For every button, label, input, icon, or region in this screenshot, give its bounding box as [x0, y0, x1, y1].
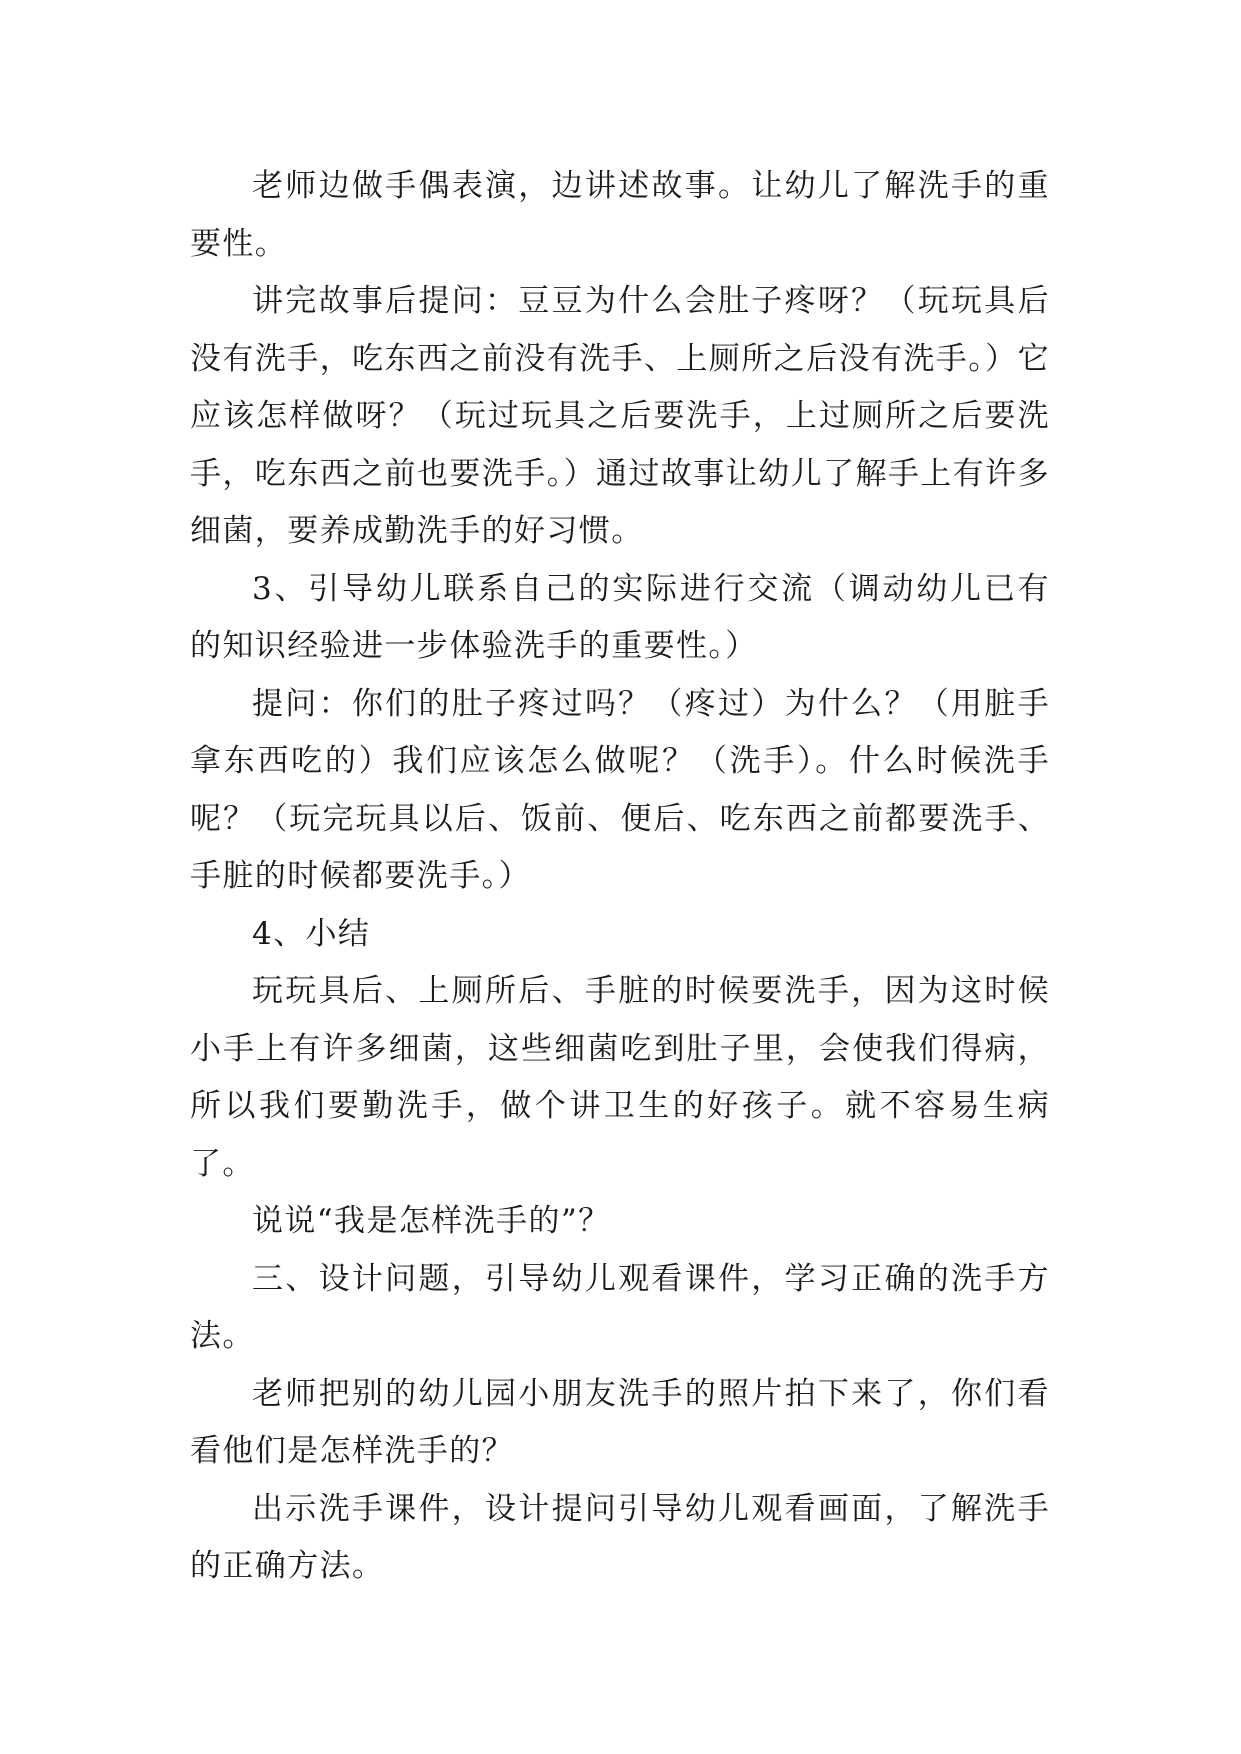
- paragraph-discussion-questions: 提问：你们的肚子疼过吗？（疼过）为什么？（用脏手拿东西吃的）我们应该怎么做呢？（洗手）。什么时候洗手呢？（玩完玩具以后、饭前、便后、吃东西之前都要洗手、手脏的时候都要洗手。）: [190, 685, 1050, 894]
- paragraph-courseware: 出示洗手课件，设计提问引导幼儿观看画面，了解洗手的正确方法。: [190, 1490, 1050, 1584]
- paragraph-story-questions: 讲完故事后提问：豆豆为什么会肚子疼呀？（玩玩具后没有洗手，吃东西之前没有洗手、上厕所之后没有洗手。）它应该怎样做呀？（玩过玩具之后要洗手，上过厕所之后要洗手，吃东西之前也要洗手。）通过故事让幼儿了解手上有许多细菌，要养成勤洗手的好习惯。: [190, 283, 1050, 549]
- paragraph-summary: 玩玩具后、上厕所后、手脏的时候要洗手，因为这时候小手上有许多细菌，这些细菌吃到肚子里，会使我们得病，所以我们要勤洗手，做个讲卫生的好孩子。就不容易生病了。: [190, 973, 1050, 1182]
- paragraph-intro: 老师边做手偶表演，边讲述故事。让幼儿了解洗手的重要性。: [190, 168, 1050, 262]
- paragraph-step-3: 3、引导幼儿联系自己的实际进行交流（调动幼儿已有的知识经验进一步体验洗手的重要性。）: [190, 570, 1050, 664]
- paragraph-photos: 老师把别的幼儿园小朋友洗手的照片拍下来了，你们看看他们是怎样洗手的？: [190, 1375, 1050, 1469]
- paragraph-section-3-heading: 三、设计问题，引导幼儿观看课件，学习正确的洗手方法。: [190, 1260, 1050, 1354]
- paragraph-step-4-heading: 4、小结: [252, 915, 371, 952]
- document-body: [190, 158, 1050, 1596]
- paragraph-how-i-wash: 说说“我是怎样洗手的”？: [252, 1203, 611, 1239]
